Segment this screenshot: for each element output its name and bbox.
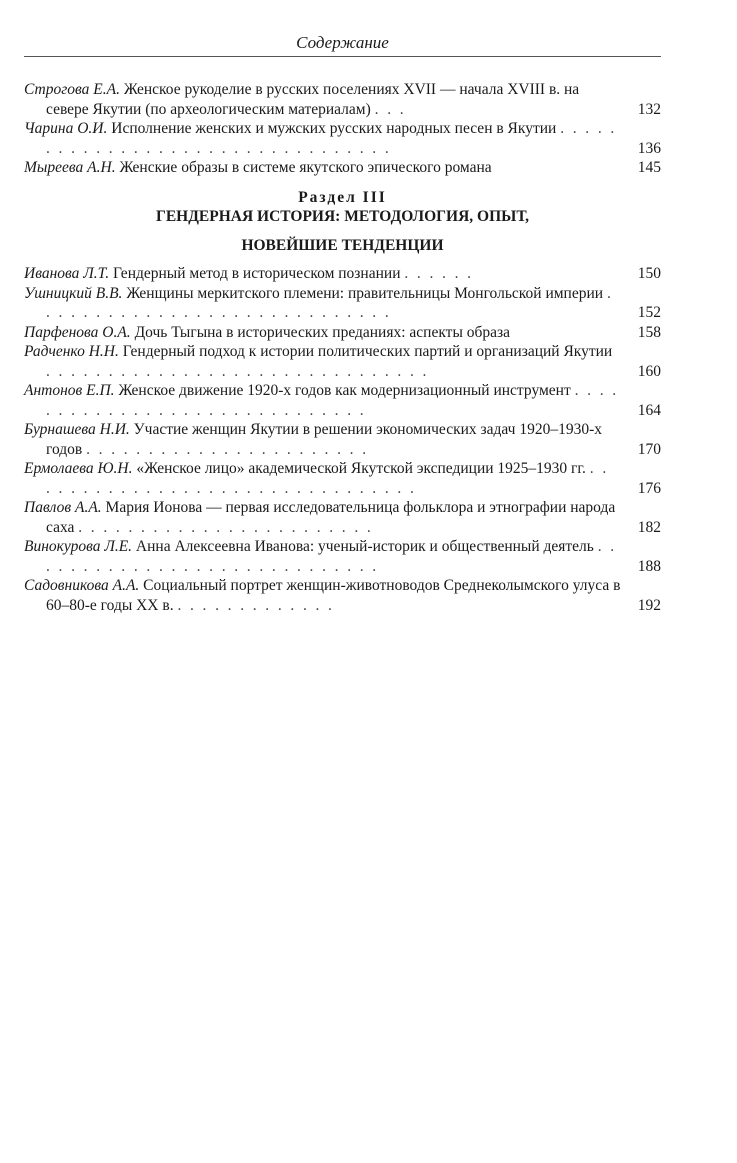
entry-author: Антонов Е.П.: [24, 382, 115, 399]
entry-title: Гендерный метод в историческом познании: [113, 265, 401, 282]
entry-page-number: 176: [637, 479, 661, 497]
dot-leader: . . . . . . . . . . . . . . . . . . . . . . . . . . . . . .: [46, 382, 619, 419]
entry-title: Женское рукоделие в русских поселениях XVII — начала XVIII в. на севере Якутии (по археологическим материалам): [46, 81, 580, 118]
dot-leader: . . . . . . . . . . . . .: [177, 596, 335, 614]
entry-author: Иванова Л.Т.: [24, 265, 110, 282]
toc-entry: [24, 381, 661, 420]
entry-author: Павлов А.А.: [24, 499, 102, 516]
entry-page-number: 152: [637, 304, 661, 321]
entry-title: Участие женщин Якутии в решении экономических задач 1920–1930-х годов: [46, 421, 603, 458]
dot-leader: . . . . . . . . . . . . . . . . . . . . . . .: [86, 440, 369, 458]
section-title-line-1: ГЕНДЕРНАЯ ИСТОРИЯ: МЕТОДОЛОГИЯ, ОПЫТ,: [155, 208, 530, 225]
running-header: Содержание: [296, 33, 389, 52]
toc-entry: [24, 284, 661, 323]
entry-author: Парфенова О.А.: [24, 323, 131, 341]
header-rule: [24, 56, 661, 57]
toc-entry: [24, 459, 661, 498]
entry-author: Строгова Е.А.: [24, 81, 120, 98]
entry-title: Женское движение 1920-х годов как модернизационный инструмент: [118, 382, 571, 399]
toc-entry: [24, 342, 661, 381]
entry-page-number: 164: [637, 401, 661, 419]
entry-page-number: 145: [637, 159, 661, 176]
entry-author: Садовникова А.А.: [24, 577, 140, 594]
table-of-contents: [24, 80, 661, 615]
entry-title: Анна Алексеевна Иванова: ученый-историк и общественный деятель: [135, 538, 594, 555]
toc-entry: [24, 498, 661, 537]
entry-page-number: 170: [637, 440, 661, 458]
entry-title: Гендерный подход к истории политических партий и организаций Якутии: [122, 343, 613, 360]
toc-entry: [24, 576, 661, 615]
entry-page-number: 136: [637, 139, 661, 157]
toc-entry: [24, 537, 661, 576]
entry-author: Ермолаева Ю.Н.: [24, 460, 133, 477]
toc-entry: [24, 80, 661, 119]
entry-author: Мыреева А.Н.: [24, 159, 116, 176]
entry-author: Винокурова Л.Е.: [24, 538, 133, 555]
entry-title: «Женское лицо» академической Якутской экспедиции 1925–1930 гг.: [136, 460, 586, 477]
entry-author: Радченко Н.Н.: [24, 343, 119, 360]
entry-page-number: 150: [637, 265, 661, 282]
entry-title: Мария Ионова — первая исследовательница фольклора и этнографии народа саха: [46, 499, 616, 536]
entry-author: Бурнашева Н.И.: [24, 421, 130, 438]
dot-leader: . . . . . . . . . . . . . . . . . . . . . . . . . . . . .: [46, 284, 614, 321]
dot-leader: . . . . . . . . . . . . . . . . . . . . . . . .: [78, 518, 374, 536]
dot-leader: . . . . . . . . . . . . . . . . . . . . . . . . . . . . . . . .: [46, 460, 609, 497]
dot-leader: . . . . . . . . . . . . . . . . . . . . . . . . . . . . . . .: [46, 362, 429, 380]
entry-page-number: 192: [637, 596, 661, 614]
entry-page-number: 182: [637, 518, 661, 536]
entry-author: Чарина О.И.: [24, 120, 108, 137]
section-title-line-2: НОВЕЙШИЕ ТЕНДЕНЦИИ: [241, 236, 444, 254]
entry-page-number: 188: [637, 557, 661, 575]
entry-page-number: 160: [637, 362, 661, 380]
section-heading: [24, 188, 661, 256]
entry-page-number: 158: [637, 323, 661, 341]
entry-title: Исполнение женских и мужских русских народных песен в Якутии: [111, 120, 557, 137]
dot-leader: . . .: [374, 100, 407, 118]
dot-leader: . . . . . . . . . . . . . . . . . . . . . . . . . . . . . . . . .: [46, 120, 617, 157]
dot-leader: . . . . . . . . . . . . . . . . . . . . . . . . . . . . .: [46, 538, 617, 575]
entry-author: Ушницкий В.В.: [24, 284, 123, 302]
entry-page-number: 132: [637, 100, 661, 118]
toc-entry: [24, 323, 661, 343]
entry-title: Дочь Тыгына в исторических преданиях: аспекты образа: [134, 323, 511, 341]
toc-entry: [24, 420, 661, 459]
toc-entry: [24, 119, 661, 158]
dot-leader: . . . . . .: [404, 265, 474, 282]
entry-title: Социальный портрет женщин-животноводов Среднеколымского улуса в 60–80-е годы XX в.: [46, 577, 621, 614]
toc-entry: [24, 264, 661, 284]
toc-entry: [24, 158, 661, 178]
entry-title: Женщины меркитского племени: правительницы Монгольской империи: [126, 284, 604, 302]
section-label: Раздел III: [298, 188, 387, 206]
entry-title: Женские образы в системе якутского эпического романа: [119, 159, 492, 176]
